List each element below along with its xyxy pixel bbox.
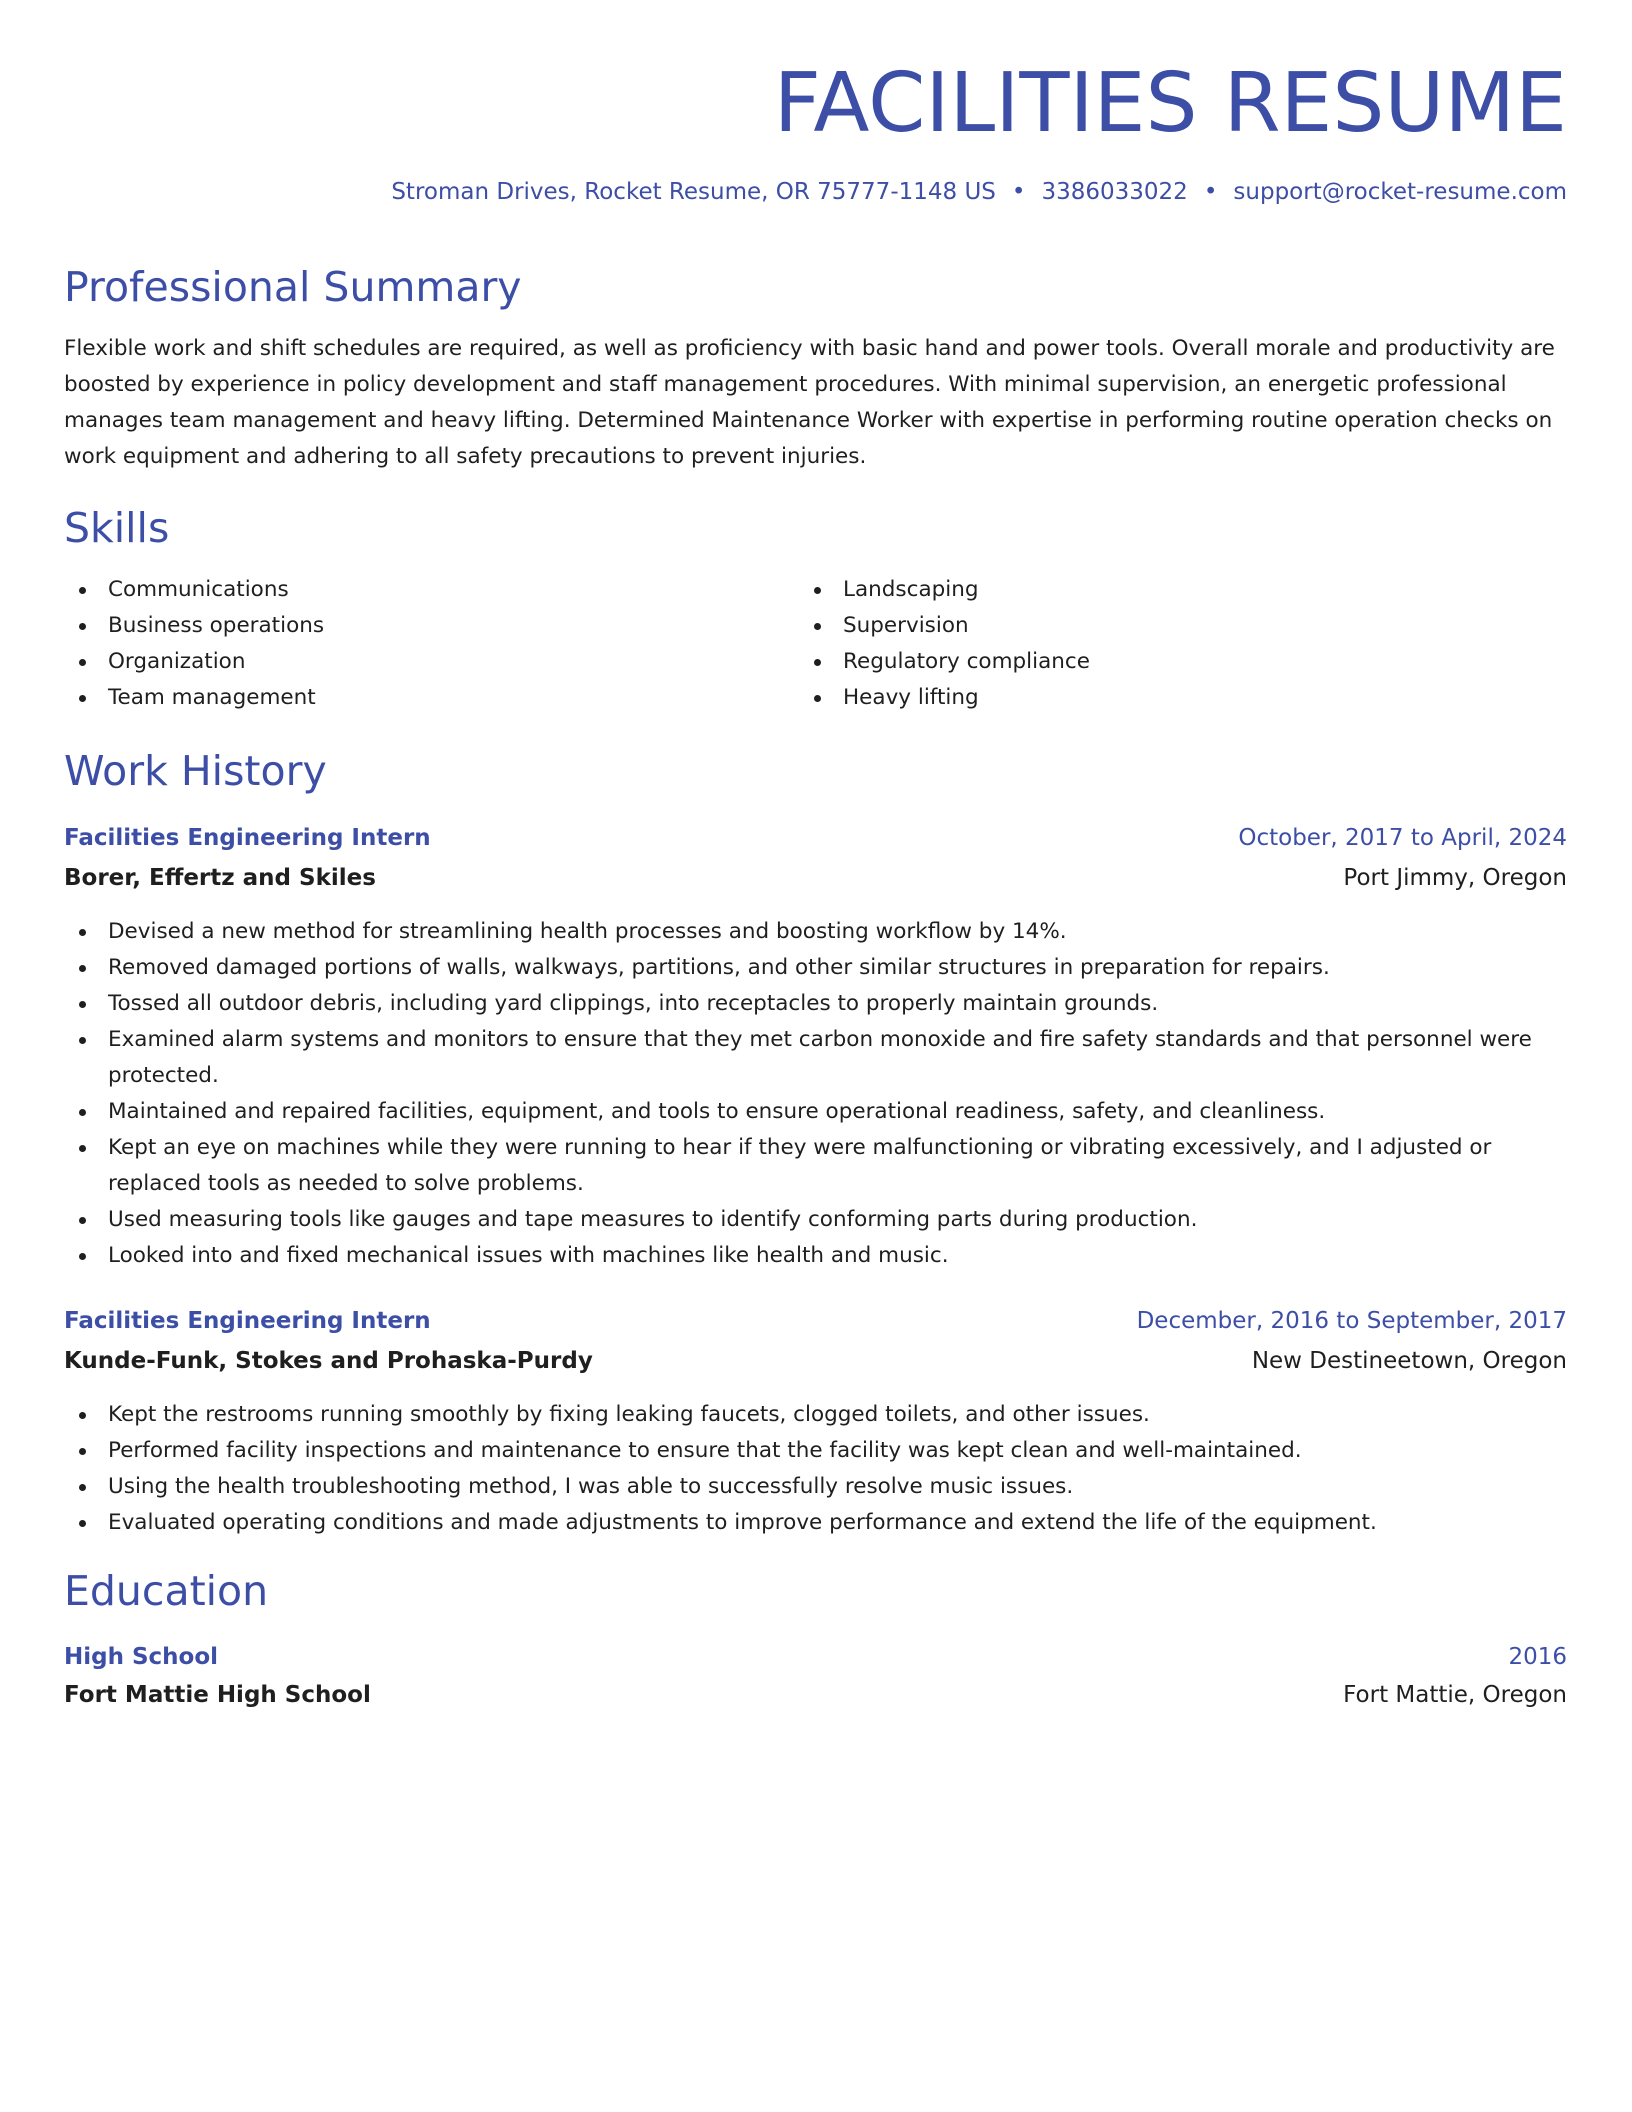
job-bullets [64,1397,1567,1541]
job-bullet: Devised a new method for streamlining health processes and boosting workflow by 14%. [64,914,1567,950]
job-bullet: Removed damaged portions of walls, walkways, partitions, and other similar structures in preparation for repairs. [64,950,1567,986]
job-dates: December, 2016 to September, 2017 [1136,1308,1567,1334]
contact-line [391,176,1567,208]
job-location: New Destineetown, Oregon [1251,1348,1567,1374]
skill-item: Team management [64,680,764,716]
contact-phone: 3386033022 [1041,179,1188,205]
skills-column-right [799,572,1499,716]
job-subheader [64,1345,1567,1377]
job-header [64,822,1567,854]
job-bullet: Maintained and repaired facilities, equipment, and tools to ensure operational readiness, safety, and cleanliness. [64,1094,1567,1130]
job-subheader [64,862,1567,894]
work-heading: Work History [64,747,327,795]
education-heading: Education [64,1567,269,1615]
job-bullet: Tossed all outdoor debris, including yard clippings, into receptacles to properly maintain grounds. [64,986,1567,1022]
education-year: 2016 [1508,1644,1567,1670]
skills-heading: Skills [64,504,170,552]
contact-separator: • [1203,179,1218,205]
education-location: Fort Mattie, Oregon [1343,1682,1567,1708]
education-header [64,1641,1567,1673]
resume-title: FACILITIES RESUME [773,56,1567,151]
job-company: Kunde-Funk, Stokes and Prohaska-Purdy [64,1348,593,1374]
job-title: Facilities Engineering Intern [64,825,431,851]
education-degree: High School [64,1644,219,1670]
job-location: Port Jimmy, Oregon [1343,865,1567,891]
job-header [64,1305,1567,1337]
skill-item: Regulatory compliance [799,644,1499,680]
education-school: Fort Mattie High School [64,1682,371,1708]
skills-column-left [64,572,764,716]
skill-item: Business operations [64,608,764,644]
job-bullet: Evaluated operating conditions and made adjustments to improve performance and extend the life of the equipment. [64,1505,1567,1541]
skill-item: Supervision [799,608,1499,644]
skill-item: Landscaping [799,572,1499,608]
job-bullet: Performed facility inspections and maintenance to ensure that the facility was kept clean and well-maintained. [64,1433,1567,1469]
contact-email[interactable]: support@rocket-resume.com [1233,179,1567,205]
job-bullet: Kept the restrooms running smoothly by fixing leaking faucets, clogged toilets, and other issues. [64,1397,1567,1433]
job-title: Facilities Engineering Intern [64,1308,431,1334]
education-subheader [64,1679,1567,1711]
job-dates: October, 2017 to April, 2024 [1238,825,1567,851]
job-bullet: Used measuring tools like gauges and tape measures to identify conforming parts during production. [64,1202,1567,1238]
resume-page [64,0,1567,1708]
job-bullet: Using the health troubleshooting method, I was able to successfully resolve music issues. [64,1469,1567,1505]
contact-separator: • [1011,179,1026,205]
job-bullet: Examined alarm systems and monitors to ensure that they met carbon monoxide and fire safety standards and that personnel were protected. [64,1022,1567,1094]
job-bullet: Looked into and fixed mechanical issues with machines like health and music. [64,1238,1567,1274]
job-bullet: Kept an eye on machines while they were running to hear if they were malfunctioning or vibrating excessively, and I adjusted or replaced tools as needed to solve problems. [64,1130,1567,1202]
contact-address: Stroman Drives, Rocket Resume, OR 75777-1148 US [391,179,996,205]
job-bullets [64,914,1567,1274]
skill-item: Communications [64,572,764,608]
summary-text: Flexible work and shift schedules are required, as well as proficiency with basic hand and power tools. Overall morale and productivity are boosted by experience in policy development and staff management procedures. With minimal supervision, an energetic professional manages team management and heavy lifting. Determined Maintenance Worker with expertise in performing routine operation checks on work equipment and adhering to all safety precautions to prevent injuries. [64,336,1555,469]
job-company: Borer, Effertz and Skiles [64,865,376,891]
skill-item: Organization [64,644,764,680]
summary-heading: Professional Summary [64,263,522,311]
skill-item: Heavy lifting [799,680,1499,716]
